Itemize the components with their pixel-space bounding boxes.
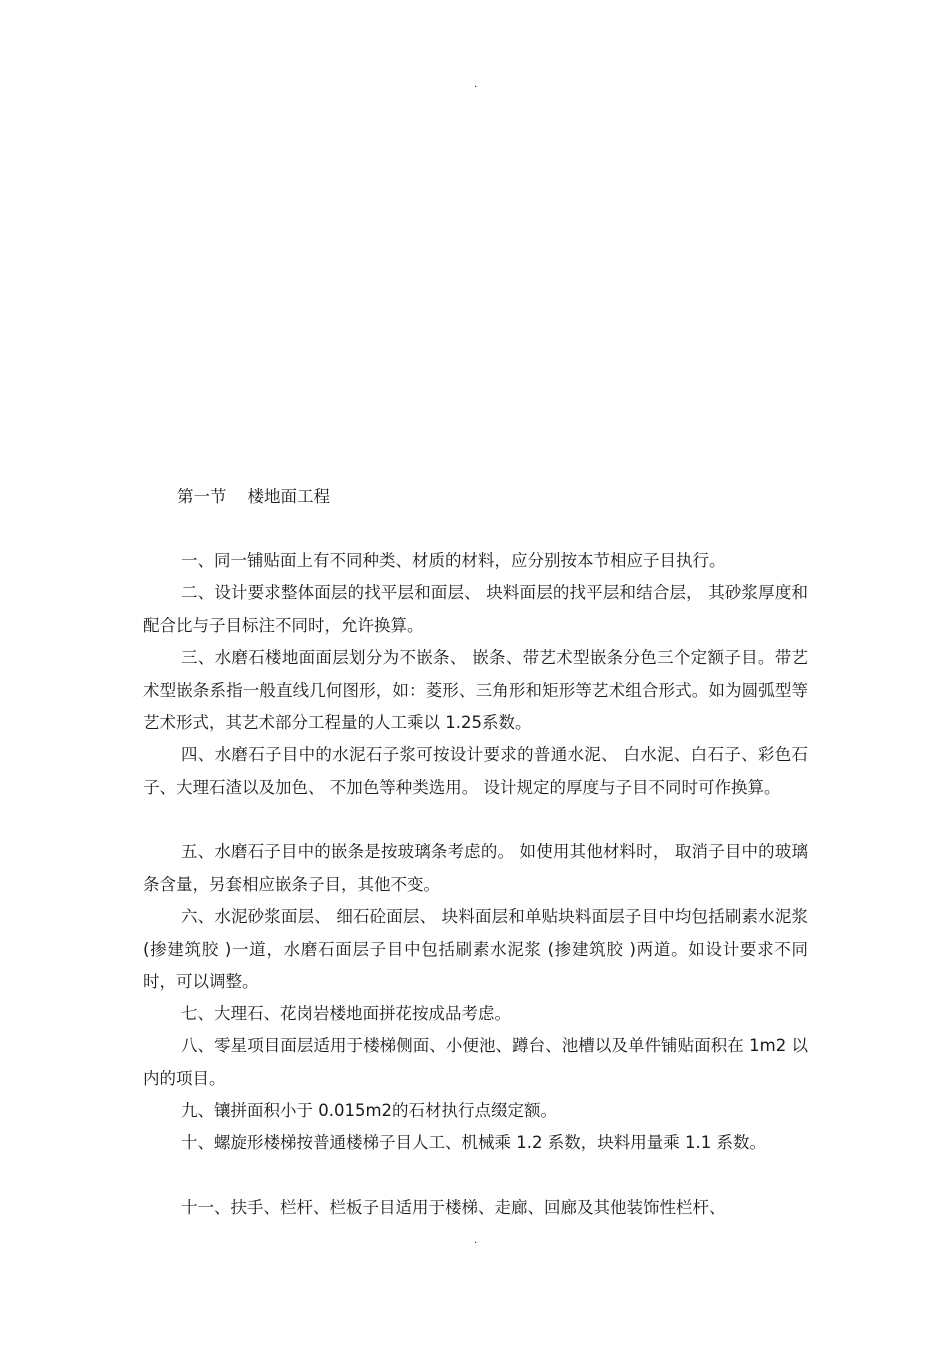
paragraph-2: 二、设计要求整体面层的找平层和面层、 块料面层的找平层和结合层， 其砂浆厚度和配合比与子目标注不同时，允许换算。 [143,583,808,635]
paragraph-1: 一、同一铺贴面上有不同种类、材质的材料，应分别按本节相应子目执行。 [181,551,726,570]
paragraph-8: 八、零星项目面层适用于楼梯侧面、小便池、蹲台、池槽以及单件铺贴面积在 1m2 以内的项目。 [143,1036,808,1088]
paragraph-3: 三、水磨石楼地面面层划分为不嵌条、 嵌条、带艺术型嵌条分色三个定额子目。带艺术型嵌条系指一般直线几何图形，如：菱形、三角形和矩形等艺术组合形式。如为圆弧型等艺术形式，其艺术部分工程量的人工乘以 1.25系数。 [143,648,808,732]
paragraph-6: 六、水泥砂浆面层、 细石砼面层、 块料面层和单贴块料面层子目中均包括刷素水泥浆 (掺建筑胶 )一道，水磨石面层子目中包括刷素水泥浆 (掺建筑胶 )两道。如设计要求不同时，可以调整。 [143,907,808,991]
paragraph-5: 五、水磨石子目中的嵌条是按玻璃条考虑的。 如使用其他材料时， 取消子目中的玻璃条含量，另套相应嵌条子目，其他不变。 [143,842,808,894]
paragraph-10: 十、螺旋形楼梯按普通楼梯子目人工、机械乘 1.2 系数，块料用量乘 1.1 系数。 [181,1133,766,1152]
paragraph-9: 九、镶拼面积小于 0.015m2的石材执行点缀定额。 [181,1101,558,1120]
page-top-mark: . [474,79,478,90]
paragraph-7: 七、大理石、花岗岩楼地面拼花按成品考虑。 [181,1004,511,1023]
paragraph-4: 四、水磨石子目中的水泥石子浆可按设计要求的普通水泥、 白水泥、白石子、彩色石子、大理石渣以及加色、 不加色等种类选用。 设计规定的厚度与子目不同时可作换算。 [143,745,808,797]
page-bottom-mark: . [474,1235,478,1246]
section-title: 第一节 楼地面工程 [177,487,330,506]
paragraph-11: 十一、扶手、栏杆、栏板子目适用于楼梯、走廊、回廊及其他装饰性栏杆、 [181,1198,726,1217]
